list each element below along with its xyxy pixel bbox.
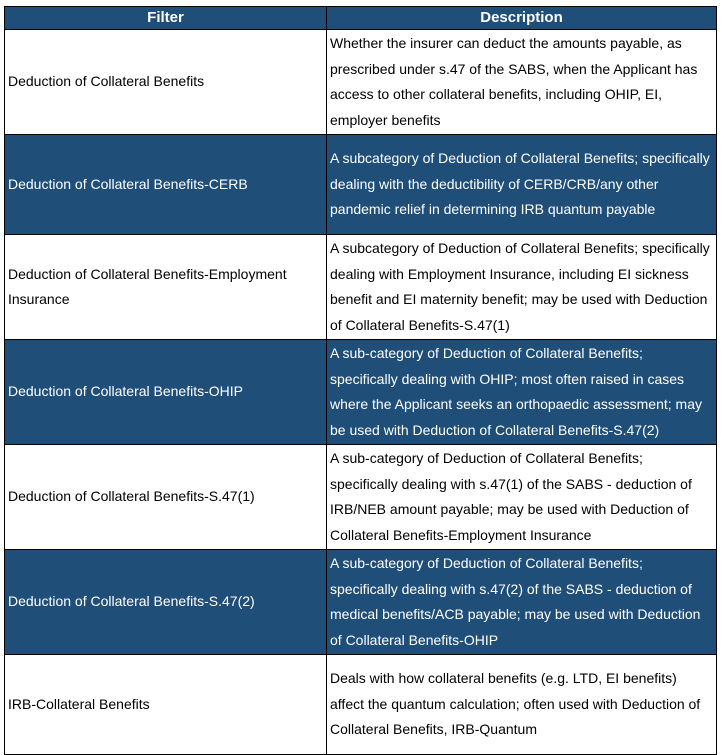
filter-cell: Deduction of Collateral Benefits-S.47(2) (5, 550, 327, 655)
table-row (5, 550, 717, 655)
description-cell: Deals with how collateral benefits (e.g. LTD, EI benefits) affect the quantum calculation; often used with Deduction of Collateral Benefits, IRB-Quantum (327, 655, 717, 755)
table-row (5, 135, 717, 235)
description-cell: Whether the insurer can deduct the amounts payable, as prescribed under s.47 of the SABS, when the Applicant has access to other collateral benefits, including OHIP, EI, employer benefits (327, 30, 717, 135)
column-header-description: Description (327, 7, 717, 30)
filter-cell: Deduction of Collateral Benefits-OHIP (5, 340, 327, 445)
filter-description-table (4, 6, 717, 755)
filter-cell: Deduction of Collateral Benefits-CERB (5, 135, 327, 235)
filter-cell: Deduction of Collateral Benefits-S.47(1) (5, 445, 327, 550)
table-header-row (5, 7, 717, 30)
table-row (5, 655, 717, 755)
column-header-filter: Filter (5, 7, 327, 30)
filter-table-container (4, 6, 716, 755)
description-cell: A sub-category of Deduction of Collateral Benefits; specifically dealing with s.47(2) of the SABS - deduction of medical benefits/ACB payable; may be used with Deduction of Collateral Benefits-OHIP (327, 550, 717, 655)
table-row (5, 445, 717, 550)
filter-cell: IRB-Collateral Benefits (5, 655, 327, 755)
filter-cell: Deduction of Collateral Benefits-Employment Insurance (5, 235, 327, 340)
description-cell: A sub-category of Deduction of Collateral Benefits; specifically dealing with s.47(1) of the SABS - deduction of IRB/NEB amount payable; may be used with Deduction of Collateral Benefits-Employment Insurance (327, 445, 717, 550)
description-cell: A subcategory of Deduction of Collateral Benefits; specifically dealing with Employment Insurance, including EI sickness benefit and EI maternity benefit; may be used with Deduction of Collateral Benefits-S.47(1) (327, 235, 717, 340)
filter-cell: Deduction of Collateral Benefits (5, 30, 327, 135)
table-row (5, 340, 717, 445)
table-row (5, 235, 717, 340)
description-cell: A subcategory of Deduction of Collateral Benefits; specifically dealing with the deductibility of CERB/CRB/any other pandemic relief in determining IRB quantum payable (327, 135, 717, 235)
description-cell: A sub-category of Deduction of Collateral Benefits; specifically dealing with OHIP; most often raised in cases where the Applicant seeks an orthopaedic assessment; may be used with Deduction of Collateral Benefits-S.47(2) (327, 340, 717, 445)
table-row (5, 30, 717, 135)
